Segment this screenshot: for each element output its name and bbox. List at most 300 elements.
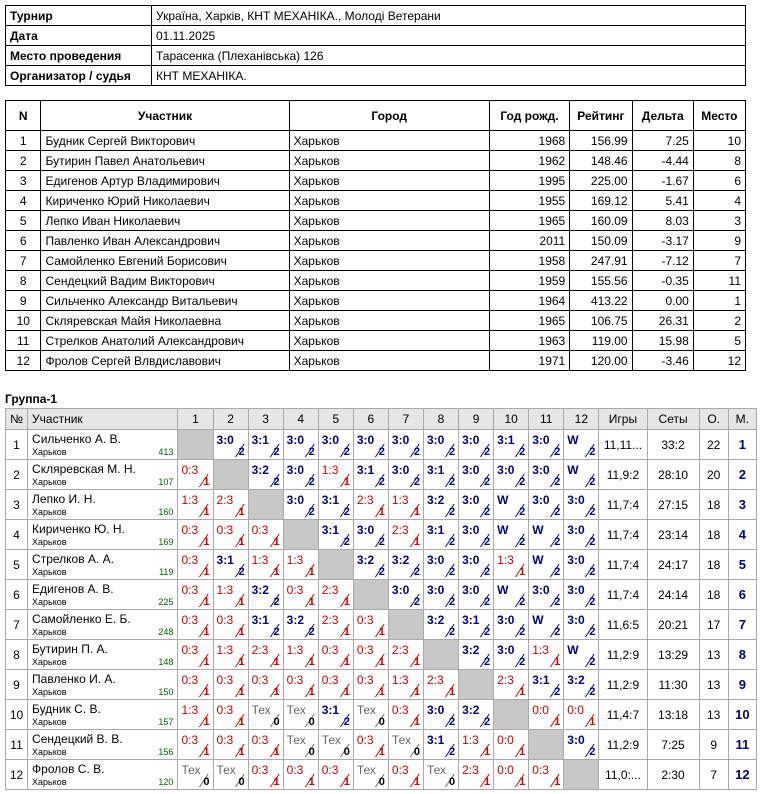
participants-column-header: Город xyxy=(289,101,489,131)
match-result xyxy=(284,730,318,759)
match-result xyxy=(424,550,458,579)
grid-row xyxy=(6,580,757,610)
match-result xyxy=(214,730,248,759)
match-points: 1 xyxy=(203,566,210,578)
match-score: 1:3 xyxy=(181,703,199,717)
participant-city: Харьков xyxy=(289,291,489,311)
match-points: 1 xyxy=(554,656,561,668)
match-result xyxy=(389,520,423,549)
match-result xyxy=(284,460,318,489)
match-score: 3:2 xyxy=(567,673,585,687)
match-score: 3:2 xyxy=(251,463,269,477)
grid-result-cell xyxy=(178,490,213,520)
participant-delta: -4.44 xyxy=(632,151,693,171)
grid-header-opponent: 3 xyxy=(248,409,283,430)
match-result xyxy=(529,490,563,519)
grid-diagonal-cell xyxy=(178,430,213,460)
grid-place: 4 xyxy=(728,520,756,550)
match-points: 0 xyxy=(238,776,245,788)
grid-row xyxy=(6,730,757,760)
match-points: 2 xyxy=(308,506,315,518)
grid-diagonal-cell xyxy=(388,610,423,640)
grid-result-cell xyxy=(494,610,529,640)
grid-result-cell xyxy=(353,550,388,580)
participant-name: Павленко Иван Александрович xyxy=(41,231,289,251)
participant-city: Харьков xyxy=(289,331,489,351)
grid-result-cell xyxy=(283,580,318,610)
group-title: Группа-1 xyxy=(5,392,58,406)
participant-delta: -1.67 xyxy=(632,171,693,191)
match-score: 3:0 xyxy=(567,553,585,567)
grid-header-opponent: 9 xyxy=(459,409,494,430)
grid-place: 1 xyxy=(728,430,756,460)
info-row xyxy=(6,6,746,26)
match-points: 2 xyxy=(519,506,526,518)
participant-rating: 155.56 xyxy=(570,271,632,291)
grid-header-opponent: 2 xyxy=(213,409,248,430)
participant-name: Бутирин Павел Анатольевич xyxy=(41,151,289,171)
match-points: 1 xyxy=(519,776,526,788)
match-points: 1 xyxy=(308,566,315,578)
grid-player-rating: 160 xyxy=(158,506,174,517)
match-result xyxy=(178,490,212,519)
match-result xyxy=(459,730,493,759)
participant-rating: 148.46 xyxy=(570,151,632,171)
grid-player-name: Стрелков А. А. xyxy=(32,551,114,566)
match-points: 0 xyxy=(308,746,315,758)
match-score: 1:3 xyxy=(391,493,409,507)
participant-number: 10 xyxy=(6,311,41,331)
grid-player-city: Харьков xyxy=(32,746,67,757)
participant-rating: 120.00 xyxy=(570,351,632,371)
match-score: 0:3 xyxy=(181,553,199,567)
participant-row xyxy=(6,151,746,171)
match-points: 2 xyxy=(589,476,596,488)
match-score: 0:3 xyxy=(321,643,339,657)
match-points: 1 xyxy=(238,536,245,548)
match-score: 2:3 xyxy=(321,583,339,597)
match-score: 3:0 xyxy=(462,493,480,507)
grid-row-number: 10 xyxy=(6,700,28,730)
grid-player-city: Харьков xyxy=(32,596,67,607)
participant-birth-year: 1964 xyxy=(489,291,569,311)
grid-result-cell xyxy=(248,550,283,580)
grid-player-rating: 156 xyxy=(158,746,174,757)
match-points: 2 xyxy=(519,656,526,668)
match-points: 0 xyxy=(343,746,350,758)
grid-place: 2 xyxy=(728,460,756,490)
grid-result-cell xyxy=(283,430,318,460)
grid-result-cell xyxy=(529,580,564,610)
match-score: 1:3 xyxy=(251,553,269,567)
match-result xyxy=(178,640,212,669)
match-result xyxy=(529,700,563,729)
match-score: Тех xyxy=(286,733,306,747)
grid-result-cell xyxy=(388,550,423,580)
match-result xyxy=(424,460,458,489)
participant-city: Харьков xyxy=(289,351,489,371)
info-label: Турнир xyxy=(6,6,152,26)
grid-games: 11,0:... xyxy=(599,760,647,790)
grid-result-cell xyxy=(494,730,529,760)
participant-name: Самойленко Евгений Борисович xyxy=(41,251,289,271)
participant-delta: 5.41 xyxy=(632,191,693,211)
match-score: 3:0 xyxy=(391,463,410,477)
match-points: 2 xyxy=(554,506,561,518)
match-result xyxy=(214,490,248,519)
match-score: 0:3 xyxy=(391,703,409,717)
grid-points: 17 xyxy=(699,610,728,640)
match-result xyxy=(424,520,458,549)
grid-result-cell xyxy=(248,640,283,670)
match-points: 1 xyxy=(448,686,456,698)
grid-result-cell xyxy=(459,430,494,460)
grid-sets: 28:10 xyxy=(647,460,699,490)
grid-result-cell xyxy=(388,460,423,490)
match-result xyxy=(529,640,563,669)
grid-result-cell xyxy=(459,730,494,760)
grid-player-city: Харьков xyxy=(32,776,67,787)
match-points: 2 xyxy=(413,476,420,488)
grid-header-opponent: 6 xyxy=(353,409,388,430)
match-result xyxy=(249,760,283,789)
grid-diagonal-cell xyxy=(564,760,599,790)
participant-name: Сильченко Александр Витальевич xyxy=(41,291,289,311)
match-score: 0:3 xyxy=(181,463,199,477)
match-result xyxy=(389,640,423,669)
match-score: 3:0 xyxy=(286,463,305,477)
match-score: 0:3 xyxy=(216,703,234,717)
grid-result-cell xyxy=(178,610,213,640)
match-score: 2:3 xyxy=(251,643,269,657)
match-points: 2 xyxy=(448,626,456,638)
match-score: 3:0 xyxy=(567,613,585,627)
info-label: Организатор / судья xyxy=(6,66,152,86)
match-result xyxy=(424,730,458,759)
match-points: 0 xyxy=(448,776,456,788)
participant-delta: 15.98 xyxy=(632,331,693,351)
match-points: 2 xyxy=(308,446,315,458)
match-points: 2 xyxy=(484,536,491,548)
grid-sets: 20:21 xyxy=(647,610,699,640)
match-score: 3:0 xyxy=(532,463,550,477)
grid-result-cell xyxy=(283,670,318,700)
participant-row xyxy=(6,291,746,311)
match-points: 1 xyxy=(308,656,315,668)
grid-player-name: Лепко И. Н. xyxy=(32,491,96,506)
grid-games: 11,9:2 xyxy=(599,460,647,490)
match-points: 0 xyxy=(413,746,420,758)
grid-player-name: Самойленко Е. Б. xyxy=(32,611,131,626)
grid-player-cell xyxy=(28,760,178,790)
match-score: 3:0 xyxy=(497,643,515,657)
participant-delta: 0.00 xyxy=(632,291,693,311)
grid-result-cell xyxy=(459,460,494,490)
match-points: 2 xyxy=(554,596,561,608)
match-result xyxy=(249,520,283,549)
match-score: 0:0 xyxy=(497,733,514,747)
grid-result-cell xyxy=(318,610,353,640)
match-score: 3:1 xyxy=(321,493,340,507)
grid-player-cell xyxy=(28,460,178,490)
match-result xyxy=(319,580,353,609)
grid-header-opponent: 5 xyxy=(318,409,353,430)
match-result xyxy=(389,490,423,519)
participant-birth-year: 1995 xyxy=(489,171,569,191)
match-score: Тех xyxy=(216,763,236,777)
match-score: 3:2 xyxy=(391,553,410,567)
participant-delta: 26.31 xyxy=(632,311,693,331)
match-score: 3:1 xyxy=(497,433,515,447)
grid-result-cell xyxy=(529,760,564,790)
match-result xyxy=(354,460,388,489)
grid-games: 11,7:4 xyxy=(599,490,647,520)
grid-header-opponent: 8 xyxy=(423,409,458,430)
match-score: 0:3 xyxy=(181,733,199,747)
grid-result-cell xyxy=(353,640,388,670)
match-result xyxy=(354,610,388,639)
grid-games: 11,2:9 xyxy=(599,640,647,670)
participant-place: 4 xyxy=(693,191,745,211)
participant-number: 4 xyxy=(6,191,41,211)
grid-player-name: Скляревская М. Н. xyxy=(32,461,136,476)
participant-birth-year: 1971 xyxy=(489,351,569,371)
match-result xyxy=(564,430,598,459)
match-points: 2 xyxy=(413,566,420,578)
match-points: 1 xyxy=(203,626,210,638)
grid-player-rating: 248 xyxy=(158,626,174,637)
grid-diagonal-cell xyxy=(529,730,564,760)
match-result xyxy=(319,730,353,759)
participant-row xyxy=(6,131,746,151)
match-score: 0:3 xyxy=(532,763,549,777)
match-points: 2 xyxy=(589,626,596,638)
participants-column-header: N xyxy=(6,101,41,131)
grid-result-cell xyxy=(494,520,529,550)
match-score: 3:1 xyxy=(356,463,375,477)
match-points: 2 xyxy=(519,476,526,488)
grid-player-cell xyxy=(28,640,178,670)
grid-result-cell xyxy=(388,700,423,730)
participant-place: 3 xyxy=(693,211,745,231)
match-points: 2 xyxy=(589,596,596,608)
grid-player-city: Харьков xyxy=(32,656,67,667)
match-result xyxy=(284,670,318,699)
match-result xyxy=(249,730,283,759)
match-result xyxy=(564,550,598,579)
participant-place: 6 xyxy=(693,171,745,191)
grid-games: 11,11... xyxy=(599,430,647,460)
match-score: 0:0 xyxy=(532,703,549,717)
match-points: 2 xyxy=(343,446,350,458)
participant-rating: 169.12 xyxy=(570,191,632,211)
grid-result-cell xyxy=(459,550,494,580)
grid-player-cell xyxy=(28,520,178,550)
grid-result-cell xyxy=(353,670,388,700)
match-points: 2 xyxy=(448,446,456,458)
grid-points: 13 xyxy=(699,700,728,730)
grid-result-cell xyxy=(353,610,388,640)
match-result xyxy=(319,490,353,519)
grid-result-cell xyxy=(529,490,564,520)
participant-rating: 150.09 xyxy=(570,231,632,251)
grid-player-name: Сендецкий В. В. xyxy=(32,731,123,746)
grid-row-number: 2 xyxy=(6,460,28,490)
grid-result-cell xyxy=(423,730,458,760)
match-result xyxy=(494,760,528,789)
grid-player-name: Сильченко А. В. xyxy=(32,431,121,446)
grid-header-opponent: 7 xyxy=(388,409,423,430)
grid-result-cell xyxy=(459,760,494,790)
match-points: 1 xyxy=(273,566,280,578)
match-result xyxy=(494,550,528,579)
grid-result-cell xyxy=(213,580,248,610)
grid-sets: 24:14 xyxy=(647,580,699,610)
match-result xyxy=(494,730,528,759)
participant-number: 5 xyxy=(6,211,41,231)
participant-place: 1 xyxy=(693,291,745,311)
match-score: 0:3 xyxy=(181,613,199,627)
grid-player-rating: 225 xyxy=(158,596,174,607)
participant-rating: 247.91 xyxy=(570,251,632,271)
grid-points: 20 xyxy=(699,460,728,490)
match-points: 2 xyxy=(519,446,526,458)
grid-row-number: 5 xyxy=(6,550,28,580)
participant-number: 12 xyxy=(6,351,41,371)
match-points: 1 xyxy=(413,686,420,698)
round-robin-grid xyxy=(5,408,757,790)
grid-diagonal-cell xyxy=(318,550,353,580)
match-score: 2:3 xyxy=(216,493,234,507)
grid-result-cell xyxy=(353,700,388,730)
match-score: 3:2 xyxy=(426,493,445,507)
participant-place: 9 xyxy=(693,231,745,251)
grid-row-number: 4 xyxy=(6,520,28,550)
participant-number: 9 xyxy=(6,291,41,311)
match-score: 3:0 xyxy=(532,583,550,597)
grid-result-cell xyxy=(248,730,283,760)
grid-result-cell xyxy=(213,760,248,790)
info-value: КНТ МЕХАНІКА. xyxy=(152,66,746,86)
participants-column-header: Год рожд. xyxy=(489,101,569,131)
participant-rating: 413.22 xyxy=(570,291,632,311)
grid-row-number: 12 xyxy=(6,760,28,790)
match-result xyxy=(529,670,563,699)
match-result xyxy=(214,550,248,579)
participant-place: 10 xyxy=(693,131,745,151)
match-points: 1 xyxy=(519,686,526,698)
grid-player-meta xyxy=(32,626,173,638)
match-points: 2 xyxy=(308,626,315,638)
match-result xyxy=(354,490,388,519)
participant-number: 3 xyxy=(6,171,41,191)
match-result xyxy=(178,580,212,609)
grid-result-cell xyxy=(353,730,388,760)
match-points: 2 xyxy=(273,596,280,608)
grid-result-cell xyxy=(494,490,529,520)
match-points: 2 xyxy=(589,536,596,548)
participant-city: Харьков xyxy=(289,311,489,331)
match-score: 1:3 xyxy=(462,733,479,747)
match-result xyxy=(459,430,493,459)
match-score: 3:0 xyxy=(426,433,445,447)
match-score: 0:0 xyxy=(567,703,584,717)
grid-player-city: Харьков xyxy=(32,506,67,517)
grid-result-cell xyxy=(213,550,248,580)
grid-points: 18 xyxy=(699,490,728,520)
match-result xyxy=(249,640,283,669)
info-label: Место проведения xyxy=(6,46,152,66)
grid-result-cell xyxy=(318,520,353,550)
match-points: 2 xyxy=(448,476,456,488)
participant-city: Харьков xyxy=(289,171,489,191)
participant-row xyxy=(6,231,746,251)
grid-place: 11 xyxy=(728,730,756,760)
match-points: 2 xyxy=(413,596,420,608)
match-score: Тех xyxy=(356,703,376,717)
match-result xyxy=(424,610,458,639)
grid-player-rating: 120 xyxy=(158,776,174,787)
grid-sets: 24:17 xyxy=(647,550,699,580)
match-score: 0:3 xyxy=(286,583,304,597)
grid-result-cell xyxy=(459,580,494,610)
match-points: 2 xyxy=(343,716,350,728)
match-points: 2 xyxy=(519,626,526,638)
match-points: 2 xyxy=(448,566,456,578)
grid-diagonal-cell xyxy=(213,460,248,490)
grid-player-meta xyxy=(32,596,173,608)
grid-result-cell xyxy=(423,700,458,730)
match-score: 0:3 xyxy=(321,763,339,777)
match-score: 1:3 xyxy=(181,493,199,507)
match-points: 2 xyxy=(589,746,596,758)
grid-result-cell xyxy=(564,460,599,490)
match-score: Тех xyxy=(356,763,376,777)
grid-player-city: Харьков xyxy=(32,686,67,697)
match-score: Тех xyxy=(251,703,271,717)
match-score: 3:1 xyxy=(462,613,480,627)
grid-header-games: Игры xyxy=(599,409,647,430)
grid-result-cell xyxy=(423,550,458,580)
grid-header-number: № xyxy=(6,409,28,430)
match-result xyxy=(319,610,353,639)
match-points: 1 xyxy=(378,506,385,518)
match-result xyxy=(249,550,283,579)
match-points: 1 xyxy=(203,686,210,698)
grid-place: 10 xyxy=(728,700,756,730)
grid-games: 11,2:9 xyxy=(599,670,647,700)
grid-place: 3 xyxy=(728,490,756,520)
match-score: 3:0 xyxy=(321,433,340,447)
participant-name: Будник Сергей Викторович xyxy=(41,131,289,151)
match-result xyxy=(354,520,388,549)
match-result xyxy=(214,760,248,789)
match-result xyxy=(319,760,353,789)
match-score: 0:3 xyxy=(251,733,269,747)
grid-player-meta xyxy=(32,476,173,488)
match-score: 3:1 xyxy=(532,673,550,687)
match-score: 3:0 xyxy=(532,493,550,507)
participant-city: Харьков xyxy=(289,151,489,171)
grid-player-cell xyxy=(28,580,178,610)
match-score: W xyxy=(497,493,509,507)
match-result xyxy=(178,760,212,789)
match-score: 2:3 xyxy=(462,763,479,777)
grid-player-rating: 119 xyxy=(159,566,174,577)
match-result xyxy=(389,430,423,459)
grid-header-points: О. xyxy=(699,409,728,430)
grid-player-rating: 150 xyxy=(158,686,174,697)
